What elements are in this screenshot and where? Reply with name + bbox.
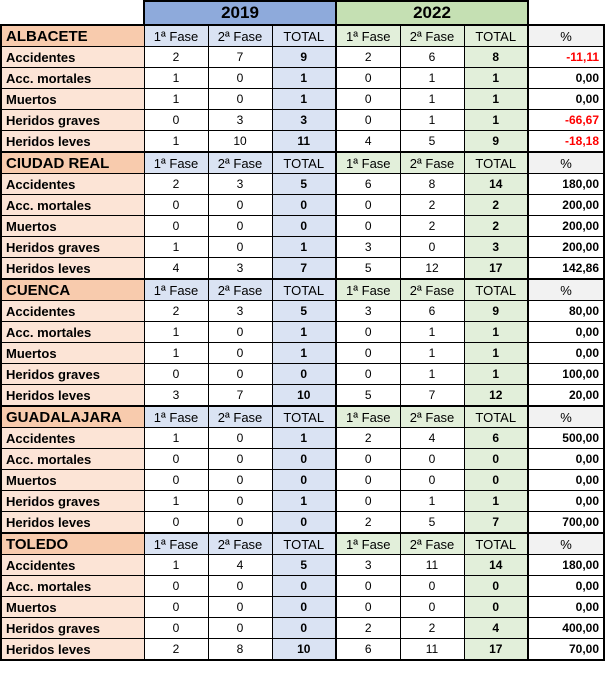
cell-phase2-2019: 0 [208, 343, 272, 364]
cell-total-2019: 0 [272, 216, 336, 237]
cell-phase2-2019: 3 [208, 301, 272, 322]
cell-phase2-2019: 0 [208, 89, 272, 110]
cell-phase2-2019: 0 [208, 322, 272, 343]
cell-phase1-2022: 2 [336, 618, 400, 639]
cell-phase2-2022: 2 [400, 618, 464, 639]
cell-pct: 0,00 [528, 491, 604, 512]
row-label: Heridos graves [1, 110, 144, 131]
cell-total-2022: 0 [464, 449, 528, 470]
cell-phase2-2022: 7 [400, 385, 464, 407]
cell-total-2019: 0 [272, 597, 336, 618]
row-label: Heridos leves [1, 385, 144, 407]
cell-total-2022: 14 [464, 555, 528, 576]
cell-phase1-2019: 4 [144, 258, 208, 280]
cell-total-2019: 1 [272, 428, 336, 449]
total-header-2022: TOTAL [464, 152, 528, 174]
cell-total-2022: 1 [464, 491, 528, 512]
phase2-header-2019: 2ª Fase [208, 279, 272, 301]
cell-phase2-2022: 11 [400, 639, 464, 661]
cell-phase1-2019: 2 [144, 47, 208, 68]
phase2-header-2022: 2ª Fase [400, 406, 464, 428]
cell-pct: 0,00 [528, 89, 604, 110]
total-header-2022: TOTAL [464, 25, 528, 47]
cell-total-2022: 8 [464, 47, 528, 68]
cell-phase1-2019: 0 [144, 449, 208, 470]
cell-phase1-2022: 0 [336, 449, 400, 470]
row-label: Heridos graves [1, 237, 144, 258]
table-row [1, 555, 604, 576]
cell-total-2019: 0 [272, 364, 336, 385]
phase1-header-2022: 1ª Fase [336, 279, 400, 301]
cell-pct: 0,00 [528, 470, 604, 491]
phase2-header-2019: 2ª Fase [208, 152, 272, 174]
cell-total-2022: 14 [464, 174, 528, 195]
cell-phase2-2019: 7 [208, 385, 272, 407]
row-label: Heridos graves [1, 618, 144, 639]
cell-phase1-2022: 3 [336, 237, 400, 258]
year-header-row [1, 1, 604, 25]
cell-phase1-2019: 1 [144, 131, 208, 153]
province-header-row [1, 533, 604, 555]
phase2-header-2019: 2ª Fase [208, 533, 272, 555]
province-header-row [1, 406, 604, 428]
cell-total-2019: 10 [272, 639, 336, 661]
cell-total-2022: 3 [464, 237, 528, 258]
row-label: Acc. mortales [1, 68, 144, 89]
table-row [1, 618, 604, 639]
table-row [1, 364, 604, 385]
cell-phase2-2022: 1 [400, 110, 464, 131]
cell-phase1-2019: 0 [144, 110, 208, 131]
pct-header: % [528, 279, 604, 301]
table-row [1, 449, 604, 470]
cell-pct: 400,00 [528, 618, 604, 639]
cell-phase1-2019: 2 [144, 301, 208, 322]
cell-phase2-2022: 1 [400, 68, 464, 89]
cell-phase1-2022: 0 [336, 216, 400, 237]
row-label: Accidentes [1, 428, 144, 449]
cell-total-2022: 0 [464, 597, 528, 618]
row-label: Heridos leves [1, 512, 144, 534]
cell-phase2-2019: 3 [208, 258, 272, 280]
cell-total-2022: 6 [464, 428, 528, 449]
cell-phase2-2022: 1 [400, 322, 464, 343]
cell-phase2-2019: 0 [208, 195, 272, 216]
table-row [1, 428, 604, 449]
table-row [1, 89, 604, 110]
cell-total-2022: 2 [464, 195, 528, 216]
cell-phase1-2022: 3 [336, 301, 400, 322]
cell-phase2-2022: 0 [400, 597, 464, 618]
row-label: Accidentes [1, 301, 144, 322]
table-row [1, 576, 604, 597]
cell-phase2-2022: 0 [400, 470, 464, 491]
cell-pct: 180,00 [528, 174, 604, 195]
province-name: TOLEDO [1, 533, 144, 555]
cell-phase2-2022: 5 [400, 512, 464, 534]
province-name: ALBACETE [1, 25, 144, 47]
cell-phase2-2022: 1 [400, 491, 464, 512]
cell-total-2022: 1 [464, 89, 528, 110]
cell-phase2-2022: 0 [400, 449, 464, 470]
cell-pct: 0,00 [528, 449, 604, 470]
table-row [1, 195, 604, 216]
cell-phase1-2022: 0 [336, 470, 400, 491]
cell-pct: -66,67 [528, 110, 604, 131]
cell-total-2019: 1 [272, 237, 336, 258]
year-2022-header: 2022 [336, 1, 528, 25]
cell-phase1-2019: 1 [144, 68, 208, 89]
table-row [1, 258, 604, 280]
row-label: Muertos [1, 597, 144, 618]
cell-total-2019: 5 [272, 555, 336, 576]
cell-phase2-2019: 0 [208, 216, 272, 237]
cell-total-2019: 3 [272, 110, 336, 131]
phase1-header-2022: 1ª Fase [336, 25, 400, 47]
table-body [1, 25, 604, 660]
cell-total-2019: 1 [272, 89, 336, 110]
table-row [1, 131, 604, 153]
phase1-header-2022: 1ª Fase [336, 533, 400, 555]
phase1-header-2019: 1ª Fase [144, 152, 208, 174]
cell-phase2-2019: 0 [208, 576, 272, 597]
pct-header: % [528, 152, 604, 174]
cell-phase1-2019: 2 [144, 639, 208, 661]
cell-phase2-2019: 8 [208, 639, 272, 661]
cell-phase1-2022: 2 [336, 512, 400, 534]
total-header-2019: TOTAL [272, 152, 336, 174]
cell-phase1-2022: 0 [336, 110, 400, 131]
province-name: GUADALAJARA [1, 406, 144, 428]
cell-phase1-2019: 1 [144, 491, 208, 512]
table-row [1, 343, 604, 364]
row-label: Heridos leves [1, 131, 144, 153]
table-row [1, 597, 604, 618]
cell-phase2-2019: 0 [208, 470, 272, 491]
province-header-row [1, 152, 604, 174]
cell-phase1-2019: 1 [144, 428, 208, 449]
phase1-header-2022: 1ª Fase [336, 152, 400, 174]
row-label: Muertos [1, 216, 144, 237]
cell-total-2019: 9 [272, 47, 336, 68]
cell-total-2022: 0 [464, 576, 528, 597]
phase1-header-2019: 1ª Fase [144, 406, 208, 428]
cell-phase2-2019: 0 [208, 428, 272, 449]
cell-pct: -11,11 [528, 47, 604, 68]
cell-total-2022: 7 [464, 512, 528, 534]
cell-phase1-2022: 0 [336, 68, 400, 89]
cell-total-2022: 1 [464, 343, 528, 364]
cell-phase2-2019: 0 [208, 512, 272, 534]
cell-total-2019: 0 [272, 618, 336, 639]
cell-phase1-2019: 0 [144, 576, 208, 597]
cell-phase2-2019: 10 [208, 131, 272, 153]
cell-total-2022: 1 [464, 364, 528, 385]
cell-phase1-2019: 1 [144, 343, 208, 364]
cell-phase1-2022: 5 [336, 258, 400, 280]
row-label: Heridos graves [1, 491, 144, 512]
total-header-2019: TOTAL [272, 279, 336, 301]
cell-phase2-2022: 0 [400, 237, 464, 258]
table-row [1, 68, 604, 89]
cell-phase1-2022: 0 [336, 89, 400, 110]
table-row [1, 174, 604, 195]
cell-phase1-2019: 3 [144, 385, 208, 407]
cell-total-2019: 7 [272, 258, 336, 280]
cell-phase2-2019: 0 [208, 237, 272, 258]
cell-phase1-2022: 0 [336, 597, 400, 618]
table-row [1, 216, 604, 237]
cell-phase1-2022: 0 [336, 491, 400, 512]
phase2-header-2022: 2ª Fase [400, 533, 464, 555]
cell-phase1-2019: 0 [144, 195, 208, 216]
row-label: Acc. mortales [1, 449, 144, 470]
cell-phase2-2022: 2 [400, 216, 464, 237]
cell-phase2-2022: 2 [400, 195, 464, 216]
cell-phase2-2019: 0 [208, 597, 272, 618]
cell-pct: 20,00 [528, 385, 604, 407]
cell-phase1-2019: 0 [144, 470, 208, 491]
cell-phase2-2019: 0 [208, 491, 272, 512]
phase1-header-2019: 1ª Fase [144, 279, 208, 301]
province-name: CIUDAD REAL [1, 152, 144, 174]
cell-phase1-2022: 6 [336, 174, 400, 195]
cell-phase1-2022: 0 [336, 576, 400, 597]
cell-total-2022: 17 [464, 639, 528, 661]
pct-header: % [528, 533, 604, 555]
cell-total-2019: 10 [272, 385, 336, 407]
cell-total-2019: 0 [272, 449, 336, 470]
cell-phase1-2022: 3 [336, 555, 400, 576]
cell-pct: 80,00 [528, 301, 604, 322]
cell-total-2019: 0 [272, 470, 336, 491]
table-row [1, 322, 604, 343]
year-2019-header: 2019 [144, 1, 336, 25]
cell-phase2-2022: 1 [400, 89, 464, 110]
cell-total-2022: 0 [464, 470, 528, 491]
cell-phase1-2019: 1 [144, 237, 208, 258]
row-label: Heridos leves [1, 639, 144, 661]
table-row [1, 301, 604, 322]
cell-total-2019: 0 [272, 512, 336, 534]
phase2-header-2022: 2ª Fase [400, 279, 464, 301]
row-label: Accidentes [1, 555, 144, 576]
cell-total-2019: 11 [272, 131, 336, 153]
table-row [1, 639, 604, 661]
cell-pct: 70,00 [528, 639, 604, 661]
row-label: Accidentes [1, 174, 144, 195]
phase2-header-2022: 2ª Fase [400, 152, 464, 174]
cell-phase1-2022: 0 [336, 195, 400, 216]
cell-total-2022: 12 [464, 385, 528, 407]
cell-phase1-2019: 1 [144, 89, 208, 110]
table-row [1, 385, 604, 407]
cell-phase1-2022: 2 [336, 47, 400, 68]
pct-header: % [528, 25, 604, 47]
cell-phase2-2019: 7 [208, 47, 272, 68]
table-row [1, 470, 604, 491]
cell-phase1-2022: 0 [336, 364, 400, 385]
cell-phase1-2022: 5 [336, 385, 400, 407]
phase2-header-2022: 2ª Fase [400, 25, 464, 47]
cell-phase2-2019: 0 [208, 364, 272, 385]
cell-pct: 180,00 [528, 555, 604, 576]
cell-total-2022: 1 [464, 322, 528, 343]
row-label: Heridos graves [1, 364, 144, 385]
row-label: Acc. mortales [1, 195, 144, 216]
table-row [1, 110, 604, 131]
cell-phase1-2022: 4 [336, 131, 400, 153]
cell-total-2022: 4 [464, 618, 528, 639]
cell-phase1-2019: 1 [144, 555, 208, 576]
cell-phase2-2022: 11 [400, 555, 464, 576]
cell-pct: 500,00 [528, 428, 604, 449]
cell-total-2019: 1 [272, 322, 336, 343]
cell-pct: 0,00 [528, 322, 604, 343]
cell-phase2-2019: 0 [208, 618, 272, 639]
cell-pct: 700,00 [528, 512, 604, 534]
row-label: Muertos [1, 89, 144, 110]
cell-total-2019: 1 [272, 343, 336, 364]
cell-total-2019: 5 [272, 174, 336, 195]
cell-phase2-2022: 0 [400, 576, 464, 597]
cell-phase1-2019: 2 [144, 174, 208, 195]
cell-phase1-2019: 0 [144, 364, 208, 385]
row-label: Acc. mortales [1, 322, 144, 343]
cell-phase2-2022: 8 [400, 174, 464, 195]
cell-total-2019: 0 [272, 576, 336, 597]
cell-pct: 200,00 [528, 237, 604, 258]
province-header-row [1, 25, 604, 47]
cell-phase1-2019: 1 [144, 322, 208, 343]
cell-phase1-2022: 0 [336, 322, 400, 343]
row-label: Muertos [1, 343, 144, 364]
cell-pct: -18,18 [528, 131, 604, 153]
phase2-header-2019: 2ª Fase [208, 25, 272, 47]
cell-phase2-2019: 0 [208, 449, 272, 470]
phase1-header-2019: 1ª Fase [144, 25, 208, 47]
cell-pct: 100,00 [528, 364, 604, 385]
phase1-header-2022: 1ª Fase [336, 406, 400, 428]
table-row [1, 491, 604, 512]
cell-phase2-2022: 1 [400, 364, 464, 385]
cell-phase1-2022: 2 [336, 428, 400, 449]
row-label: Muertos [1, 470, 144, 491]
table-row [1, 47, 604, 68]
cell-phase2-2019: 3 [208, 174, 272, 195]
cell-phase2-2022: 12 [400, 258, 464, 280]
cell-pct: 200,00 [528, 195, 604, 216]
total-header-2019: TOTAL [272, 406, 336, 428]
cell-pct: 0,00 [528, 597, 604, 618]
cell-phase2-2022: 4 [400, 428, 464, 449]
cell-total-2019: 1 [272, 68, 336, 89]
cell-phase2-2022: 1 [400, 343, 464, 364]
cell-pct: 0,00 [528, 343, 604, 364]
cell-total-2022: 9 [464, 131, 528, 153]
cell-pct: 200,00 [528, 216, 604, 237]
total-header-2022: TOTAL [464, 533, 528, 555]
total-header-2019: TOTAL [272, 533, 336, 555]
total-header-2022: TOTAL [464, 406, 528, 428]
table-row [1, 512, 604, 534]
total-header-2022: TOTAL [464, 279, 528, 301]
cell-phase1-2019: 0 [144, 597, 208, 618]
cell-pct: 0,00 [528, 68, 604, 89]
cell-phase2-2019: 0 [208, 68, 272, 89]
cell-phase1-2022: 6 [336, 639, 400, 661]
cell-total-2019: 0 [272, 195, 336, 216]
table-row [1, 237, 604, 258]
cell-phase1-2019: 0 [144, 618, 208, 639]
cell-phase1-2019: 0 [144, 216, 208, 237]
cell-total-2022: 1 [464, 68, 528, 89]
cell-total-2019: 5 [272, 301, 336, 322]
row-label: Heridos leves [1, 258, 144, 280]
cell-phase2-2022: 5 [400, 131, 464, 153]
cell-phase1-2022: 0 [336, 343, 400, 364]
cell-phase2-2019: 4 [208, 555, 272, 576]
row-label: Accidentes [1, 47, 144, 68]
province-name: CUENCA [1, 279, 144, 301]
cell-phase2-2022: 6 [400, 47, 464, 68]
cell-pct: 142,86 [528, 258, 604, 280]
cell-total-2022: 2 [464, 216, 528, 237]
cell-pct: 0,00 [528, 576, 604, 597]
cell-phase2-2022: 6 [400, 301, 464, 322]
cell-total-2022: 9 [464, 301, 528, 322]
cell-phase1-2019: 0 [144, 512, 208, 534]
cell-total-2022: 1 [464, 110, 528, 131]
phase2-header-2019: 2ª Fase [208, 406, 272, 428]
row-label: Acc. mortales [1, 576, 144, 597]
phase1-header-2019: 1ª Fase [144, 533, 208, 555]
pct-header: % [528, 406, 604, 428]
total-header-2019: TOTAL [272, 25, 336, 47]
cell-total-2019: 1 [272, 491, 336, 512]
cell-phase2-2019: 3 [208, 110, 272, 131]
cell-total-2022: 17 [464, 258, 528, 280]
province-header-row [1, 279, 604, 301]
